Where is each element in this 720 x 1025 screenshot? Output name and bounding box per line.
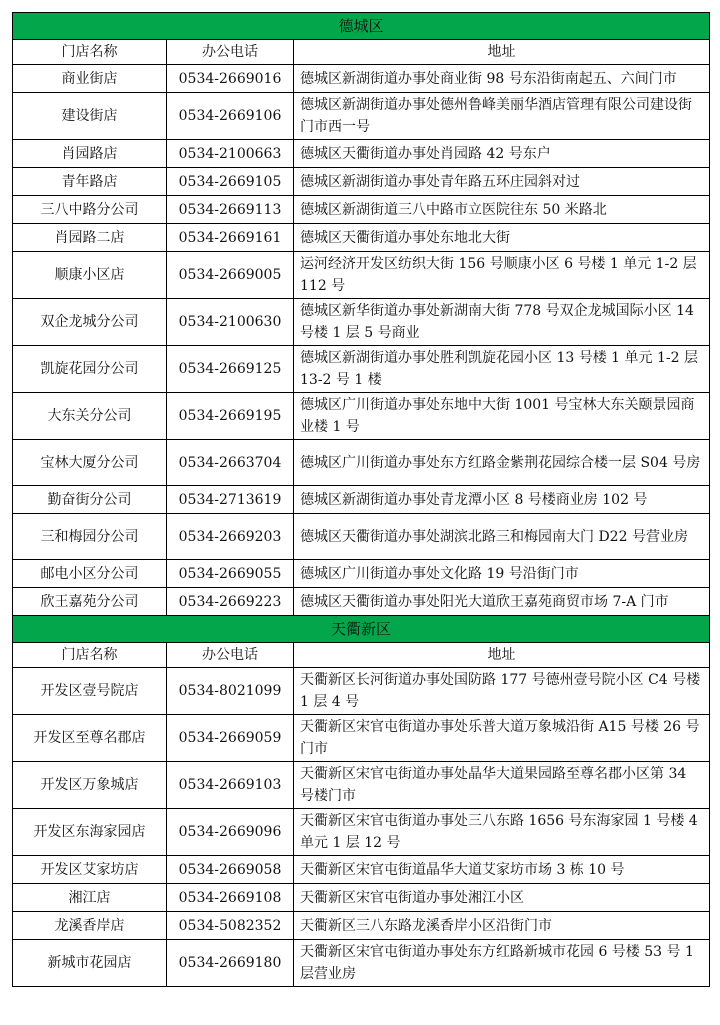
phone-cell: 0534-2669195 [167,393,294,440]
table-row [13,912,710,940]
address-cell: 德城区天衢街道办事处肖园路 42 号东户 [294,140,710,168]
store-name-cell: 开发区壹号院店 [13,668,167,715]
table-row [13,252,710,299]
address-cell: 天衢新区长河街道办事处国防路 177 号德州壹号院小区 C4 号楼 1 层 4 号 [294,668,710,715]
phone-cell: 0534-2669016 [167,65,294,93]
phone-cell: 0534-2663704 [167,440,294,486]
column-header-address: 地址 [294,40,710,65]
address-cell: 德城区广川街道办事处东地中大街 1001 号宝林大东关颐景园商业楼 1 号 [294,393,710,440]
address-cell: 天衢新区宋官屯街道晶华大道艾家坊市场 3 栋 10 号 [294,856,710,884]
phone-cell: 0534-2100663 [167,140,294,168]
phone-cell: 0534-2669106 [167,93,294,140]
phone-cell: 0534-2669096 [167,809,294,856]
phone-cell: 0534-2669105 [167,168,294,196]
column-header-phone: 办公电话 [167,643,294,668]
store-name-cell: 建设街店 [13,93,167,140]
address-cell: 德城区广川街道办事处文化路 19 号沿街门市 [294,560,710,588]
store-name-cell: 大东关分公司 [13,393,167,440]
phone-cell: 0534-2669055 [167,560,294,588]
table-row [13,884,710,912]
table-row [13,940,710,987]
phone-cell: 0534-2669223 [167,588,294,616]
table-row [13,514,710,560]
address-cell: 德城区新华街道办事处新湖南大街 778 号双企龙城国际小区 14 号楼 1 层 5 号商业 [294,299,710,346]
section-title: 德城区 [13,13,710,40]
store-name-cell: 勤奋街分公司 [13,486,167,514]
store-table [12,12,710,987]
store-name-cell: 开发区东海家园店 [13,809,167,856]
phone-cell: 0534-2669180 [167,940,294,987]
column-header-name: 门店名称 [13,643,167,668]
phone-cell: 0534-5082352 [167,912,294,940]
store-name-cell: 新城市花园店 [13,940,167,987]
phone-cell: 0534-2669005 [167,252,294,299]
store-name-cell: 肖园路二店 [13,224,167,252]
store-name-cell: 顺康小区店 [13,252,167,299]
table-row [13,140,710,168]
address-cell: 德城区广川街道办事处东方红路金紫荆花园综合楼一层 S04 号房 [294,440,710,486]
address-cell: 天衢新区宋官屯街道办事处三八东路 1656 号东海家园 1 号楼 4 单元 1 层 12 号 [294,809,710,856]
address-cell: 德城区天衢街道办事处阳光大道欣王嘉苑商贸市场 7-A 门市 [294,588,710,616]
store-name-cell: 龙溪香岸店 [13,912,167,940]
column-header-row [13,643,710,668]
address-cell: 德城区天衢街道办事处东地北大街 [294,224,710,252]
store-table-body [13,13,710,987]
address-cell: 天衢新区三八东路龙溪香岸小区沿街门市 [294,912,710,940]
store-name-cell: 三和梅园分公司 [13,514,167,560]
store-name-cell: 凯旋花园分公司 [13,346,167,393]
section-header-row [13,616,710,643]
table-row [13,809,710,856]
address-cell: 运河经济开发区纺织大街 156 号顺康小区 6 号楼 1 单元 1-2 层 112 号 [294,252,710,299]
phone-cell: 0534-2669059 [167,715,294,762]
store-name-cell: 开发区艾家坊店 [13,856,167,884]
address-cell: 德城区新湖街道办事处青年路五环庄园斜对过 [294,168,710,196]
table-row [13,486,710,514]
phone-cell: 0534-2100630 [167,299,294,346]
section-title: 天衢新区 [13,616,710,643]
store-name-cell: 双企龙城分公司 [13,299,167,346]
address-cell: 德城区新湖街道办事处胜利凯旋花园小区 13 号楼 1 单元 1-2 层 13-2 号 1 楼 [294,346,710,393]
table-row [13,93,710,140]
address-cell: 德城区新湖街道办事处青龙潭小区 8 号楼商业房 102 号 [294,486,710,514]
column-header-phone: 办公电话 [167,40,294,65]
table-row [13,440,710,486]
store-name-cell: 湘江店 [13,884,167,912]
store-name-cell: 肖园路店 [13,140,167,168]
table-row [13,715,710,762]
table-row [13,762,710,809]
store-name-cell: 商业街店 [13,65,167,93]
address-cell: 天衢新区宋官屯街道办事处晶华大道果园路至尊名郡小区第 34 号楼门市 [294,762,710,809]
table-row [13,346,710,393]
address-cell: 天衢新区宋官屯街道办事处湘江小区 [294,884,710,912]
phone-cell: 0534-8021099 [167,668,294,715]
phone-cell: 0534-2669161 [167,224,294,252]
store-name-cell: 三八中路分公司 [13,196,167,224]
table-row [13,168,710,196]
table-row [13,856,710,884]
table-row [13,588,710,616]
store-name-cell: 开发区万象城店 [13,762,167,809]
address-cell: 德城区新湖街道办事处商业街 98 号东沿街南起五、六间门市 [294,65,710,93]
table-row [13,224,710,252]
section-header-row [13,13,710,40]
phone-cell: 0534-2669058 [167,856,294,884]
phone-cell: 0534-2669203 [167,514,294,560]
column-header-name: 门店名称 [13,40,167,65]
store-name-cell: 开发区至尊名郡店 [13,715,167,762]
store-name-cell: 青年路店 [13,168,167,196]
table-row [13,299,710,346]
table-row [13,560,710,588]
phone-cell: 0534-2669125 [167,346,294,393]
phone-cell: 0534-2669103 [167,762,294,809]
table-row [13,65,710,93]
address-cell: 天衢新区宋官屯街道办事处乐普大道万象城沿街 A15 号楼 26 号门市 [294,715,710,762]
table-row [13,393,710,440]
address-cell: 德城区新湖街道三八中路市立医院往东 50 米路北 [294,196,710,224]
store-name-cell: 欣王嘉苑分公司 [13,588,167,616]
phone-cell: 0534-2669108 [167,884,294,912]
table-row [13,668,710,715]
table-row [13,196,710,224]
store-name-cell: 宝林大厦分公司 [13,440,167,486]
address-cell: 天衢新区宋官屯街道办事处东方红路新城市花园 6 号楼 53 号 1 层营业房 [294,940,710,987]
phone-cell: 0534-2669113 [167,196,294,224]
column-header-row [13,40,710,65]
store-name-cell: 邮电小区分公司 [13,560,167,588]
column-header-address: 地址 [294,643,710,668]
address-cell: 德城区新湖街道办事处德州鲁峰美丽华酒店管理有限公司建设街门市西一号 [294,93,710,140]
address-cell: 德城区天衢街道办事处湖滨北路三和梅园南大门 D22 号营业房 [294,514,710,560]
phone-cell: 0534-2713619 [167,486,294,514]
